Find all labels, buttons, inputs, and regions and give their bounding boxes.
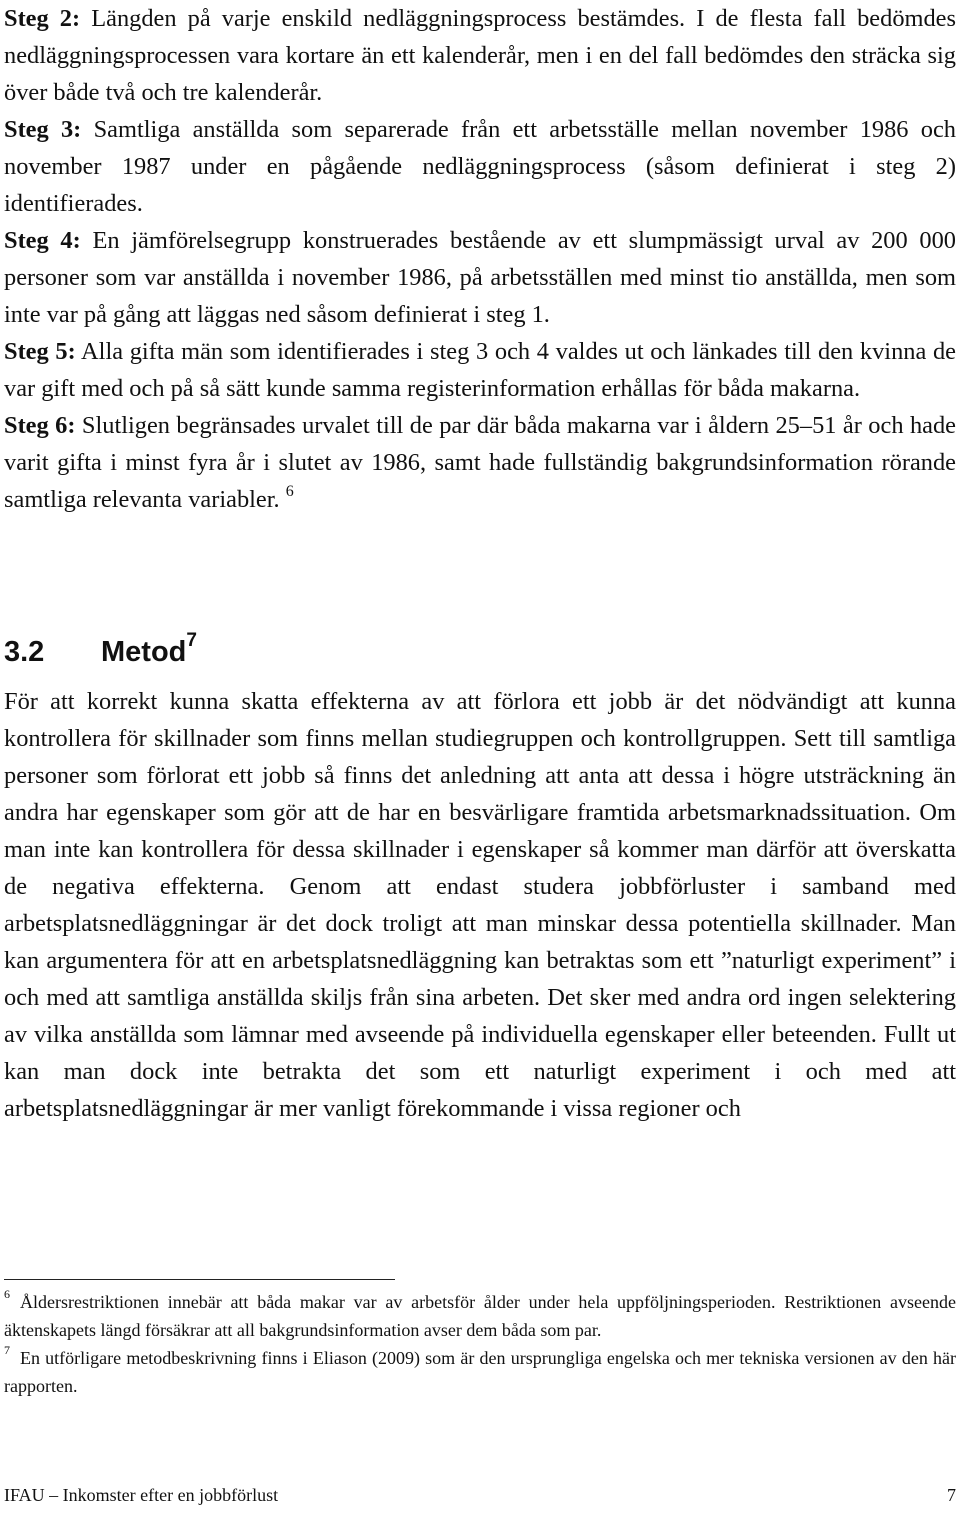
footer-title: IFAU – Inkomster efter en jobbförlust [4,1485,279,1505]
step-text: Alla gifta män som identifierades i steg 3 och 4 valdes ut och länkades till den kvinna de var gift med och på så sätt kunde samma registerinformation erhållas för båda makarna. [4,338,957,402]
footnotes [4,1288,956,1400]
step-text: Längden på varje enskild nedläggningsprocess bestämdes. I de flesta fall bedömdes nedläggningsprocessen vara kortare än ett kalenderår, men i en del fall bedömdes den sträcka sig över både två och tre kalenderår. [4,5,956,106]
step-2 [4,0,956,111]
page-footer [4,1483,956,1507]
footnote-text: En utförligare metodbeskrivning finns i Eliason (2009) som är den ursprungliga engelska och mer tekniska versionen av den här rapporten. [4,1348,956,1396]
footnote-ref[interactable]: 7 [186,630,197,652]
section-title: Metod [101,636,187,668]
step-text: En jämförelsegrupp konstruerades bestående av ett slumpmässigt urval av 200 000 personer som var anställda i november 1986, på arbetsställen med minst tio anställda, men som inte var på gång att läggas ned såsom definierat i steg 1. [4,227,956,328]
footnote-7 [4,1344,956,1400]
step-6 [4,407,956,518]
footnote-6 [4,1288,956,1344]
step-label: Steg 3: [4,116,82,143]
step-5 [4,333,956,407]
step-label: Steg 4: [4,227,81,254]
footnote-number: 7 [4,1343,10,1357]
step-text: Slutligen begränsades urvalet till de par där båda makarna var i åldern 25–51 år och hade varit gifta i minst fyra år i slutet av 1986, samt hade fullständig bakgrundsinformation rörande samtliga relevanta variabler. [4,412,956,513]
section-number: 3.2 [4,636,45,668]
footnote-text: Åldersrestriktionen innebär att båda makar var av arbetsför ålder under hela uppföljningsperioden. Restriktionen avseende äktenskapets längd försäkrar att all bakgrundsinformation avser dem båda som par. [4,1292,956,1340]
step-label: Steg 5: [4,338,76,365]
page-number: 7 [947,1485,956,1505]
step-label: Steg 6: [4,412,76,439]
footnote-divider [4,1279,395,1280]
section-heading [4,632,197,672]
method-paragraph: För att korrekt kunna skatta effekterna av att förlora ett jobb är det nödvändigt att kunna kontrollera för skillnader som finns mellan studiegruppen och kontrollgruppen. Sett till samtliga personer som förlorat ett jobb så finns det anledning att anta att dessa i högre utsträckning än andra har egenskaper som gör att de har en besvärligare framtida arbetsmarknadssituation. Om man inte kan kontrollera för dessa skillnader i egenskaper så kommer man därför att överskatta de negativa effekterna. Genom att endast studera jobbförluster i samband med arbetsplatsnedläggningar är det dock troligt att man minskar dessa potentiella skillnader. Man kan argumentera för att en arbetsplatsnedläggning kan betraktas som ett ”naturligt experiment” i och med att samtliga anställda skiljs från sina arbeten. Det sker med andra ord ingen selektering av vilka anställda som lämnar med avseende på individuella egenskaper eller beteenden. Fullt ut kan man dock inte betrakta det som ett naturligt experiment i och med att arbetsplatsnedläggningar är mer vanligt förekommande i vissa regioner och [4,688,956,1122]
step-3 [4,111,956,222]
step-label: Steg 2: [4,5,81,32]
step-list [4,0,956,518]
step-text: Samtliga anställda som separerade från ett arbetsställe mellan november 1986 och november 1987 under en pågående nedläggningsprocess (såsom definierat i steg 2) identifierades. [4,116,956,217]
footnote-number: 6 [4,1287,10,1301]
step-4 [4,222,956,333]
footnote-ref[interactable]: 6 [285,482,294,500]
